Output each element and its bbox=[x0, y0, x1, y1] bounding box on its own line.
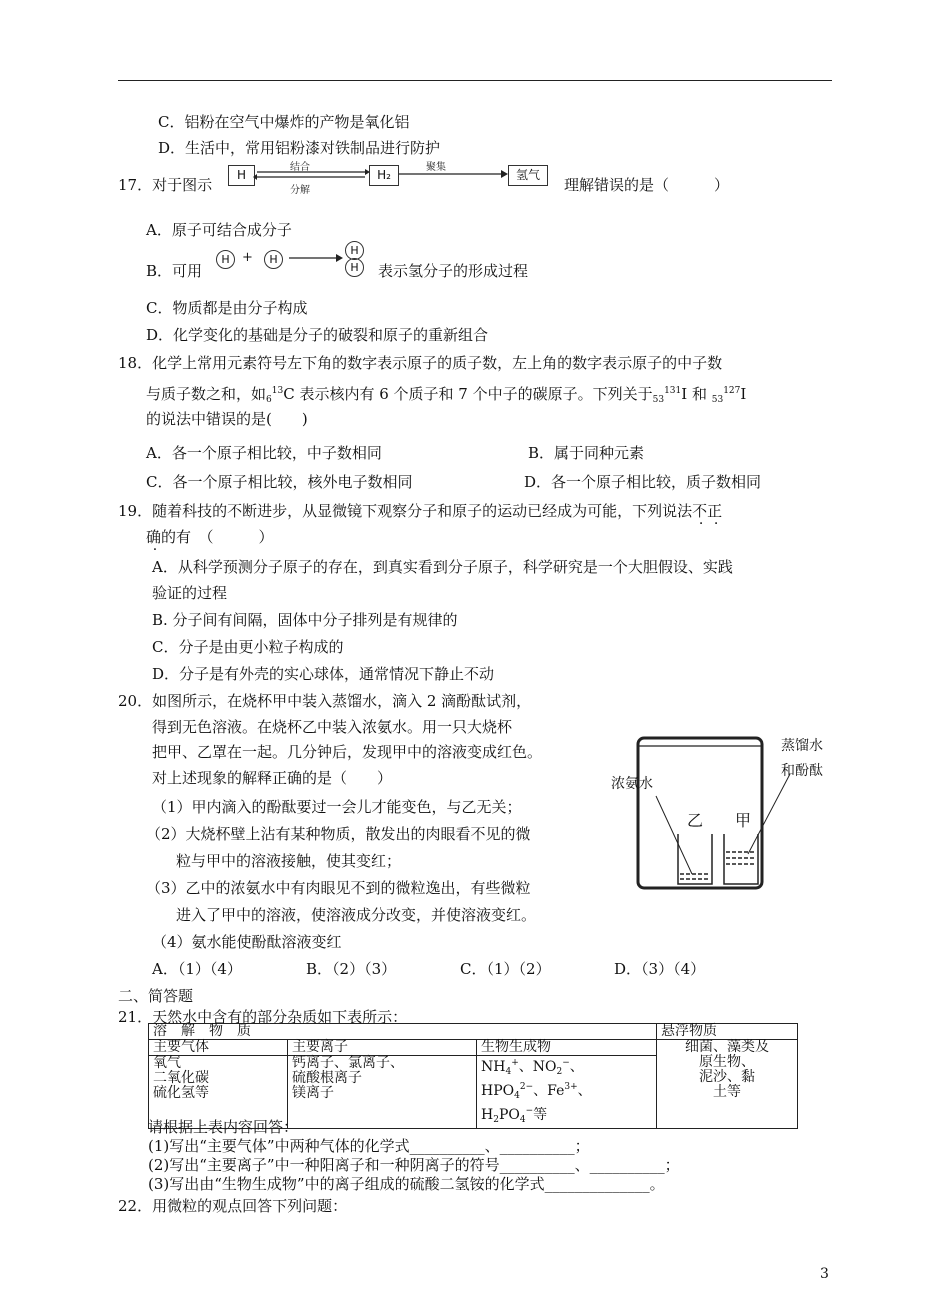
label-beaker-yi: 乙 bbox=[687, 811, 704, 830]
hydrogen-gas-box: 氢气 bbox=[508, 165, 548, 186]
h-atom-icon: H bbox=[216, 250, 235, 269]
q20-item2-2: 粒与甲中的溶液接触，使其变红； bbox=[176, 852, 402, 870]
q20-line2: 得到无色溶液。在烧杯乙中装入浓氨水。用一只大烧杯 bbox=[152, 718, 513, 736]
q18-line2-text: C 表示核内有 6 个质子和 7 个中子的碳原子。下列关于 bbox=[283, 385, 653, 403]
page-number: 3 bbox=[820, 1266, 829, 1282]
formula-part: HPO bbox=[481, 1083, 515, 1099]
bio-item bbox=[481, 1104, 652, 1128]
q19-line1-text: 19．随着科技的不断进步，从显微镜下观察分子和原子的运动已经成为可能，下列说法 bbox=[118, 502, 693, 520]
formula-sup: + bbox=[511, 1058, 519, 1068]
q18-option-d: D．各一个原子相比较，质子数相同 bbox=[524, 473, 762, 491]
label-decompose: 分解 bbox=[290, 185, 310, 196]
gas-item: 硫化氢等 bbox=[153, 1085, 209, 1101]
q20-option-a: A．（1）（4） bbox=[152, 960, 242, 978]
bio-item bbox=[481, 1056, 652, 1080]
q17-option-c: C．物质都是由分子构成 bbox=[146, 299, 308, 317]
formula-sub: 2 bbox=[493, 1115, 499, 1125]
impurity-table bbox=[148, 1023, 798, 1129]
gas-item: 二氧化碳 bbox=[153, 1070, 209, 1086]
suspended-line: 细菌、藻类及 bbox=[685, 1039, 769, 1055]
q19-line1 bbox=[118, 501, 722, 521]
q18-conjunction: 和 bbox=[687, 385, 712, 403]
q18-option-c: C．各一个原子相比较，核外电子数相同 bbox=[146, 473, 413, 491]
q20-item1: （1）甲内滴入的酚酞要过一会儿才能变色，与乙无关； bbox=[152, 798, 522, 816]
q20-item3-2: 进入了甲中的溶液，使溶液成分改变，并使溶液变红。 bbox=[176, 906, 537, 924]
h2-molecule-box: H₂ bbox=[369, 165, 399, 186]
q20-option-c: C．（1）（2） bbox=[460, 960, 551, 978]
plus-sign: + bbox=[242, 250, 253, 265]
formula-part: 、NO bbox=[518, 1059, 557, 1075]
iodine-symbol: I bbox=[740, 385, 747, 403]
bio-cell bbox=[477, 1056, 657, 1129]
formation-arrow bbox=[288, 252, 344, 264]
q20-item3-1: （3）乙中的浓氨水中有肉眼见不到的微粒逸出，有些微粒 bbox=[146, 879, 531, 897]
q20-item2-1: （2）大烧杯壁上沾有某种物质，散发出的肉眼看不见的微 bbox=[146, 825, 531, 843]
q18-line3: 的说法中错误的是( ) bbox=[146, 410, 308, 428]
q19-emphasis-char: 确 bbox=[146, 528, 162, 546]
ion-item: 镁离子 bbox=[292, 1085, 334, 1101]
suspended-line: 土等 bbox=[713, 1084, 741, 1100]
col-main-gas: 主要气体 bbox=[149, 1040, 288, 1056]
q18-option-a: A．各一个原子相比较，中子数相同 bbox=[146, 444, 382, 462]
ion-item: 钙离子、氯离子、 bbox=[292, 1055, 404, 1071]
header-rule bbox=[118, 80, 832, 81]
formula-part: 等 bbox=[533, 1107, 548, 1123]
iodine-symbol: I bbox=[681, 385, 688, 403]
q19-line2-text: 的有 （ ） bbox=[161, 528, 274, 546]
formula-sub: 4 bbox=[514, 1091, 520, 1101]
bio-item bbox=[481, 1080, 652, 1104]
formula-part: PO bbox=[498, 1107, 520, 1123]
q19-option-d: D．分子是有外壳的实心球体，通常情况下静止不动 bbox=[152, 665, 495, 683]
suspended-line: 原生物、 bbox=[699, 1054, 755, 1070]
q20-option-d: D．（3）（4） bbox=[614, 960, 706, 978]
q20-line4: 对上述现象的解释正确的是（ ） bbox=[152, 769, 393, 787]
q19-option-c: C．分子是由更小粒子构成的 bbox=[152, 638, 344, 656]
formula-sup: − bbox=[525, 1106, 534, 1116]
q20-option-b: B．（2）（3） bbox=[306, 960, 397, 978]
gas-item: 氧气 bbox=[153, 1055, 181, 1071]
q19-emphasis-char: 正 bbox=[707, 502, 723, 520]
formula-sup: − bbox=[562, 1058, 570, 1068]
formula-part: 、 bbox=[569, 1059, 584, 1075]
gather-arrow bbox=[397, 166, 509, 180]
suspended-cell bbox=[657, 1040, 798, 1129]
i127-mass-number: 127 bbox=[723, 386, 741, 396]
q19-option-a-2: 验证的过程 bbox=[152, 584, 228, 602]
q17-option-a: A．原子可结合成分子 bbox=[146, 221, 292, 239]
carbon-proton-number: 6 bbox=[266, 395, 272, 405]
section2-title: 二、简答题 bbox=[118, 987, 194, 1005]
q19-option-a-1: A．从科学预测分子原子的存在，到真实看到分子原子，科学研究是一个大胆假设、实践 bbox=[152, 558, 733, 576]
q17-stem-suffix: 理解错误的是（ ） bbox=[564, 176, 730, 194]
q21-sub3: (3)写出由“生物生成物”中的离子组成的硫酸二氢铵的化学式______________。 bbox=[148, 1175, 665, 1193]
q21-sub1: (1)写出“主要气体”中两种气体的化学式__________、__________； bbox=[148, 1137, 590, 1155]
col-main-ion: 主要离子 bbox=[288, 1040, 477, 1056]
header-suspended: 悬浮物质 bbox=[657, 1024, 798, 1040]
label-gather: 聚集 bbox=[426, 162, 446, 173]
h-atom-icon: H bbox=[264, 250, 283, 269]
label-phenolphthalein: 和酚酞 bbox=[781, 763, 823, 779]
formula-sub: 4 bbox=[519, 1115, 526, 1125]
formula-part: NH bbox=[481, 1059, 506, 1075]
q21-sub2: (2)写出“主要离子”中一种阳离子和一种阴离子的符号__________、__________； bbox=[148, 1156, 680, 1174]
q17-stem-prefix: 17．对于图示 bbox=[118, 176, 213, 194]
q21-prompt: 请根据上表内容回答： bbox=[148, 1118, 299, 1136]
formula-sup: 2− bbox=[519, 1082, 534, 1092]
label-combine: 结合 bbox=[290, 162, 310, 173]
formula-part: 、Fe bbox=[533, 1083, 565, 1099]
i131-proton-number: 53 bbox=[652, 395, 665, 405]
carbon-mass-number: 13 bbox=[271, 386, 284, 396]
label-distilled-water: 蒸馏水 bbox=[781, 738, 823, 754]
q22-stem: 22．用微粒的观点回答下列问题： bbox=[118, 1197, 348, 1215]
q18-line2-text: 与质子数之和，如 bbox=[146, 385, 267, 403]
q18-line1: 18．化学上常用元素符号左下角的数字表示原子的质子数，左上角的数字表示原子的中子数 bbox=[118, 354, 723, 372]
q20-item4: （4）氨水能使酚酞溶液变红 bbox=[152, 933, 342, 951]
label-beaker-jia: 甲 bbox=[735, 811, 752, 830]
col-bio-product: 生物生成物 bbox=[477, 1040, 657, 1056]
q16-option-d: D．生活中，常用铝粉漆对铁制品进行防护 bbox=[158, 139, 441, 157]
formula-part: 、 bbox=[577, 1083, 592, 1099]
combine-decompose-arrows bbox=[253, 164, 370, 186]
h2-top-atom-icon: H bbox=[345, 241, 364, 260]
q20-line3: 把甲、乙罩在一起。几分钟后，发现甲中的溶液变成红色。 bbox=[152, 743, 543, 761]
suspended-line: 泥沙、黏 bbox=[699, 1069, 755, 1085]
q18-line2 bbox=[146, 381, 746, 410]
h2-bottom-atom-icon: H bbox=[345, 258, 364, 277]
i131-mass-number: 131 bbox=[664, 386, 682, 396]
q19-line2 bbox=[146, 527, 274, 547]
ion-cell bbox=[288, 1056, 477, 1129]
q19-emphasis-char: 不 bbox=[692, 502, 708, 520]
h-atom-box: H bbox=[228, 165, 255, 186]
q17-option-b-prefix: B．可用 bbox=[146, 262, 203, 280]
q17-option-b-suffix: 表示氢分子的形成过程 bbox=[378, 262, 529, 280]
header-dissolved: 溶 解 物 质 bbox=[149, 1024, 657, 1040]
formula-sup: 3+ bbox=[564, 1082, 578, 1092]
i127-proton-number: 53 bbox=[711, 395, 724, 405]
formula-part: H bbox=[481, 1107, 494, 1123]
q16-option-c: C．铝粉在空气中爆炸的产物是氧化铝 bbox=[158, 113, 410, 131]
q19-option-b: B. 分子间有间隔，固体中分子排列是有规律的 bbox=[152, 611, 458, 629]
q18-option-b: B．属于同种元素 bbox=[528, 444, 645, 462]
q17-option-d: D．化学变化的基础是分子的破裂和原子的重新组合 bbox=[146, 326, 489, 344]
formula-sub: 2 bbox=[556, 1067, 563, 1077]
beaker-illustration bbox=[630, 734, 830, 894]
q21-stem: 21．天然水中含有的部分杂质如下表所示： bbox=[118, 1008, 408, 1026]
label-concentrated-ammonia: 浓氨水 bbox=[611, 776, 653, 792]
ion-item: 硫酸根离子 bbox=[292, 1070, 362, 1086]
formula-sub: 4 bbox=[505, 1067, 512, 1077]
q20-line1: 20．如图所示，在烧杯甲中装入蒸馏水，滴入 2 滴酚酞试剂， bbox=[118, 692, 532, 710]
